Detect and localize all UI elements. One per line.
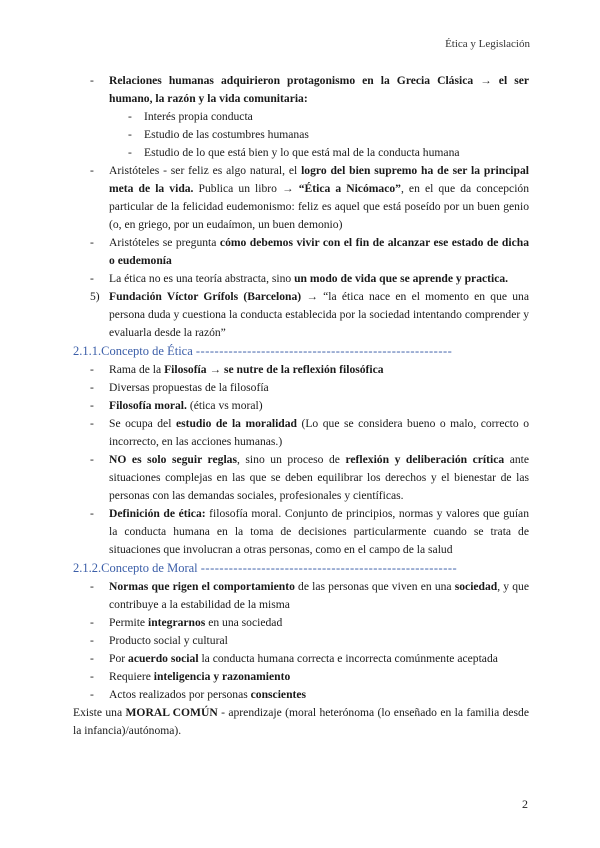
bold-text: un modo de vida que se aprende y practica.: [294, 272, 509, 285]
text: Existe una: [73, 706, 126, 719]
text: (Lo que se considera bueno o malo, correcto o incorrecto, en las acciones humanas.): [109, 417, 529, 448]
section-title: Concepto de Moral: [101, 561, 198, 575]
bold-text: Fundación Víctor Grífols (Barcelona): [109, 290, 302, 303]
sub-list-item: [73, 108, 529, 126]
bold-text: sociedad: [454, 580, 498, 593]
bullet: -: [90, 381, 94, 394]
bold-text: cómo debemos vivir con el fin de alcanzar ese estado de dicha o eudemonía: [109, 236, 529, 267]
list-item: [73, 505, 529, 559]
section-number: 2.1.2.: [73, 561, 102, 575]
bold-text: Relaciones humanas adquirieron protagonismo en la Grecia Clásica → el ser humano, la razón y la vida comunitaria:: [109, 74, 529, 105]
section-heading-etica: [73, 342, 529, 361]
bullet: -: [90, 652, 94, 665]
bullet: -: [90, 670, 94, 683]
bold-text: conscientes: [250, 688, 307, 701]
bold-text: Filosofía moral.: [109, 399, 187, 412]
list-item: [73, 234, 529, 270]
text: La ética no es una teoría abstracta, sino: [109, 272, 295, 285]
bold-text: MORAL COMÚN: [125, 706, 218, 719]
bullet: -: [90, 399, 94, 412]
bold-text: inteligencia y razonamiento: [153, 670, 291, 683]
bullet: -: [90, 164, 94, 177]
text: Publica un libro: [193, 182, 283, 195]
bullet: -: [90, 453, 94, 466]
page-number: 2: [522, 797, 528, 811]
list-item: [73, 415, 529, 451]
bullet: -: [90, 363, 94, 376]
list-item: [73, 578, 529, 614]
bold-text: → se nutre de la reflexión filosófica: [206, 363, 384, 376]
bold-text: logro del bien supremo ha de ser la principal meta de la vida.: [109, 164, 529, 195]
bullet: -: [90, 634, 94, 647]
text: Por: [109, 652, 129, 665]
bold-text: estudio de la moralidad: [175, 417, 297, 430]
list-item: [73, 614, 529, 632]
bold-text: → “Ética a Nicómaco”: [282, 182, 401, 195]
bold-text: Definición de ética:: [109, 507, 206, 520]
text: de las personas que viven en una: [294, 580, 455, 593]
list-item: [73, 668, 529, 686]
list-item: [73, 650, 529, 668]
list-item: [73, 379, 529, 397]
numbered-item: [73, 288, 529, 342]
list-item: [73, 72, 529, 108]
section-heading-moral: [73, 559, 529, 578]
text: ante situaciones complejas en las que se deben equilibrar los derechos y el bienestar de las personas con las demandas sociales, profesionales y científicas.: [109, 453, 529, 502]
sub-list-item: [73, 126, 529, 144]
text: Actos realizados por personas: [109, 688, 251, 701]
bold-text: integrarnos: [147, 616, 206, 629]
bold-text: reflexión y deliberación crítica: [345, 453, 505, 466]
page-body: [73, 72, 529, 740]
text: , y que contribuye a la estabilidad de la misma: [109, 580, 530, 611]
bullet: -: [90, 74, 94, 87]
bold-text: Normas que rigen el comportamiento: [109, 580, 295, 593]
bullet: -: [90, 272, 94, 285]
list-item: [73, 162, 529, 234]
bullet: -: [90, 580, 94, 593]
bold-text: NO es solo seguir reglas: [109, 453, 237, 466]
text: Requiere: [109, 670, 154, 683]
text: filosofía moral. Conjunto de principios, normas y valores que guían la conducta humana en la toma de decisiones particularmente cuando se trata de situaciones que involucran a otras personas, como en el campo de la salud: [109, 507, 529, 556]
bold-text: acuerdo social: [128, 652, 199, 665]
bold-text: Filosofía: [164, 363, 207, 376]
bullet: -: [90, 616, 94, 629]
text: Aristóteles - ser feliz es algo natural, el: [109, 164, 302, 177]
text: - aprendizaje (moral heterónoma (lo enseñado en la familia desde la infancia)/autónoma).: [73, 706, 529, 737]
bullet: -: [128, 146, 132, 159]
section-title: Concepto de Ética: [101, 344, 193, 358]
text: , en el que da concepción particular de la felicidad eudemonismo: feliz es aquel que está poseído por un buen genio (o, en griego, por un eudaímon, un buen demonio): [109, 182, 530, 231]
heading-rule: -------------------------------------------------------: [195, 344, 453, 358]
text: la conducta humana correcta e incorrecta comúnmente aceptada: [198, 652, 498, 665]
text: Se ocupa del: [109, 417, 176, 430]
sub-item-text: Interés propia conducta: [144, 110, 253, 123]
list-item: [73, 397, 529, 415]
sub-list-item: [73, 144, 529, 162]
text: (ética vs moral): [186, 399, 263, 412]
heading-rule: -------------------------------------------------------: [200, 561, 458, 575]
list-item: [73, 632, 529, 650]
list-item: [73, 686, 529, 704]
text: Aristóteles se pregunta: [109, 236, 220, 249]
text: Rama de la: [109, 363, 165, 376]
list-item: [73, 361, 529, 379]
bullet: -: [128, 128, 132, 141]
text: Diversas propuestas de la filosofía: [109, 381, 269, 394]
bullet: -: [90, 688, 94, 701]
item-number: 5): [90, 290, 100, 303]
sub-item-text: Estudio de lo que está bien y lo que está mal de la conducta humana: [144, 146, 460, 159]
bullet: -: [90, 417, 94, 430]
text: Permite: [109, 616, 148, 629]
list-item: [73, 451, 529, 505]
bullet: -: [90, 507, 94, 520]
closing-paragraph: [73, 704, 529, 740]
list-item: [73, 270, 529, 288]
text: → “la ética nace en el momento en que una persona duda y cuestiona la conducta establecida por la sociedad intentando comprender y evaluarla desde la razón”: [109, 290, 530, 339]
section-number: 2.1.1.: [73, 344, 102, 358]
text: , sino un proceso de: [236, 453, 346, 466]
bullet: -: [128, 110, 132, 123]
running-header: Ética y Legislación: [445, 38, 530, 50]
text: en una sociedad: [205, 616, 283, 629]
sub-item-text: Estudio de las costumbres humanas: [144, 128, 309, 141]
bullet: -: [90, 236, 94, 249]
text: Producto social y cultural: [109, 634, 228, 647]
